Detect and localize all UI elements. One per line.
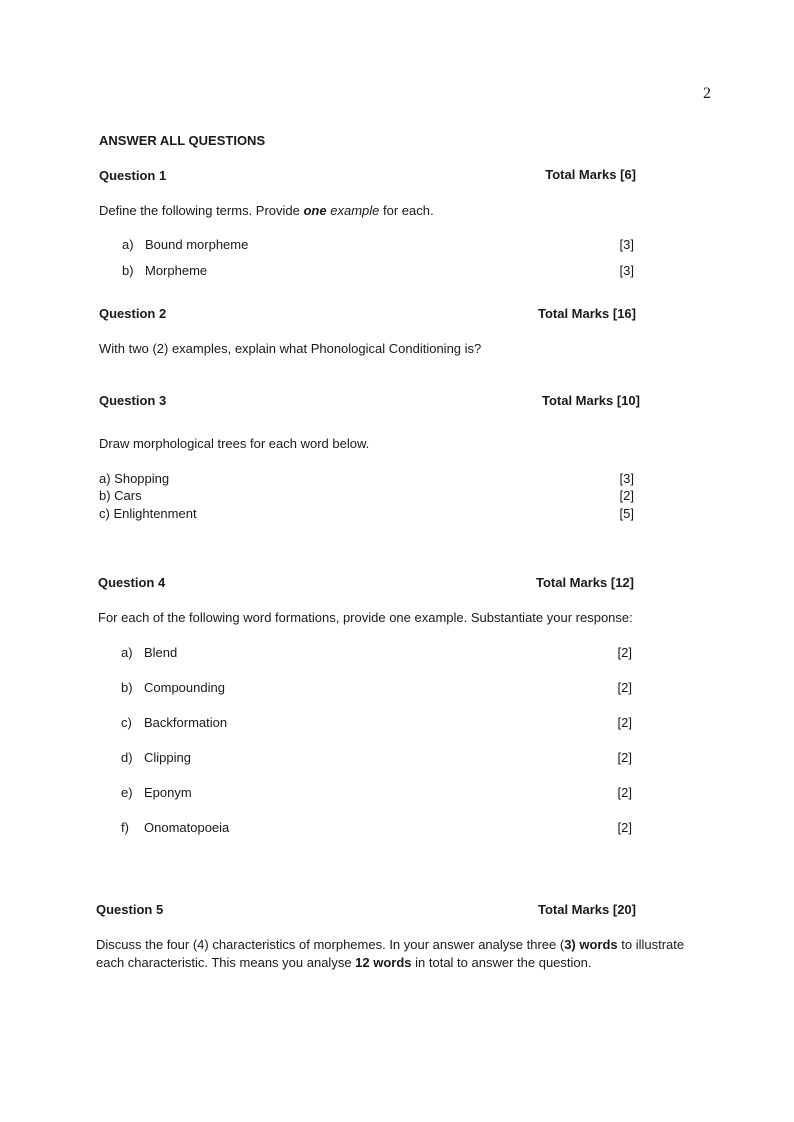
- question-4-marks: Total Marks [12]: [535, 575, 634, 590]
- page-number: 2: [703, 85, 711, 102]
- q1-item: a) Bound morpheme: [122, 237, 249, 252]
- question-2-instruction: With two (2) examples, explain what Phonological Conditioning is?: [99, 341, 482, 356]
- question-3-marks: Total Marks [10]: [541, 393, 640, 408]
- q4-item-mark: [2]: [617, 785, 632, 800]
- q3-item: a) Shopping: [99, 471, 170, 486]
- q3-item: b) Cars: [99, 488, 142, 503]
- q4-item: a) Blend: [121, 645, 178, 660]
- question-3-instruction: Draw morphological trees for each word below.: [99, 436, 370, 451]
- page-heading: ANSWER ALL QUESTIONS: [99, 133, 266, 148]
- q3-item-mark: [5]: [619, 506, 634, 521]
- q1-item-mark: [3]: [619, 263, 634, 278]
- question-2-marks: Total Marks [16]: [537, 306, 636, 321]
- q3-item-mark: [3]: [619, 471, 634, 486]
- q4-item: b) Compounding: [121, 680, 225, 695]
- question-3-title: Question 3: [99, 393, 167, 408]
- question-4-title: Question 4: [98, 575, 166, 590]
- q4-item: c) Backformation: [121, 715, 228, 730]
- q4-item-mark: [2]: [617, 715, 632, 730]
- q4-item-mark: [2]: [617, 750, 632, 765]
- q1-item-mark: [3]: [619, 237, 634, 252]
- question-1-title: Question 1: [99, 168, 167, 183]
- q4-item-mark: [2]: [617, 680, 632, 695]
- question-1-marks: Total Marks [6]: [545, 167, 636, 182]
- q4-item-mark: [2]: [617, 645, 632, 660]
- question-5-title: Question 5: [96, 902, 164, 917]
- q4-item: d) Clipping: [121, 750, 191, 765]
- question-5-instruction: Discuss the four (4) characteristics of morphemes. In your answer analyse three (3) words to illustrate each characteristic. This means you analyse 12 words in total to answer the question.: [96, 937, 685, 970]
- question-4-instruction: For each of the following word formations, provide one example. Substantiate your response:: [98, 610, 633, 625]
- q4-item: f) Onomatopoeia: [121, 820, 230, 835]
- q3-item-mark: [2]: [619, 488, 634, 503]
- question-2-title: Question 2: [99, 306, 167, 321]
- q4-item: e) Eponym: [121, 785, 192, 800]
- q1-item: b) Morpheme: [122, 263, 208, 278]
- question-5-marks: Total Marks [20]: [537, 902, 636, 917]
- q3-item: c) Enlightenment: [99, 506, 197, 521]
- q4-item-mark: [2]: [617, 820, 632, 835]
- question-1-instruction: Define the following terms. Provide one example for each.: [99, 203, 434, 218]
